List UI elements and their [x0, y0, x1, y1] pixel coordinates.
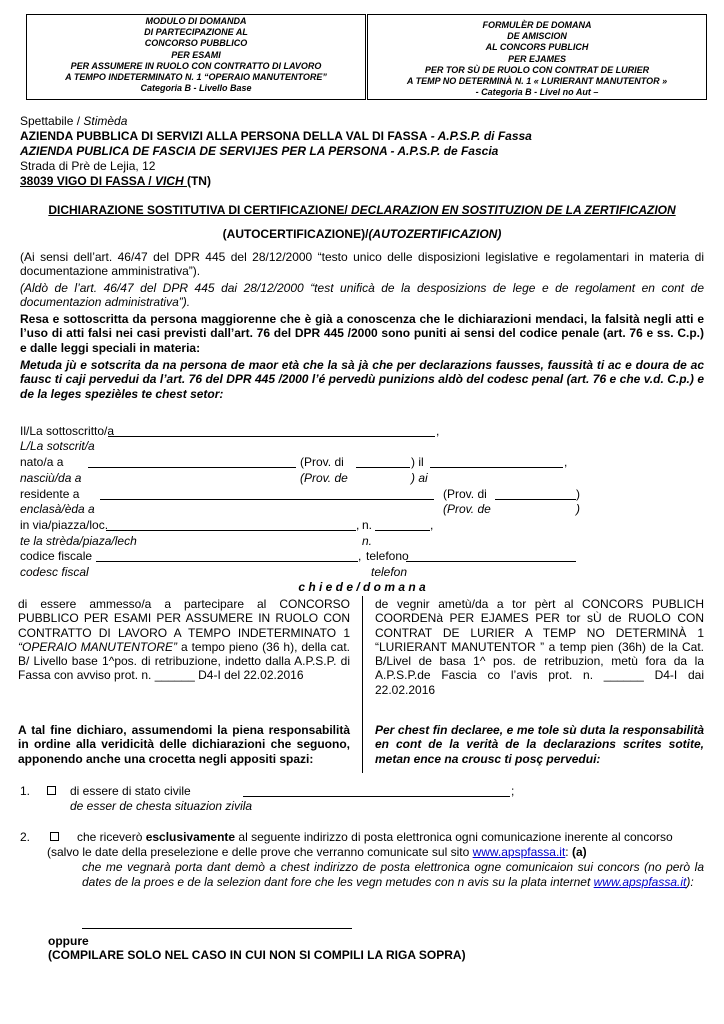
item2-text-ladin: che me vegnarà porta dant demò a chest indirizzo de posta elettronica ogne comunicaion sui concors (no però la dates de la proes e de la selezion dant fore che les vegn metudes con n avis su la plata internet www.apspfassa.it): [82, 860, 704, 889]
birth-province-field[interactable] [356, 467, 410, 468]
item1-text-ladin: de esser de chesta situazion zivila [70, 799, 253, 813]
name-field[interactable] [108, 436, 435, 437]
document-subtitle: (AUTOCERTIFICAZIONE)/(AUTOZERTIFICAZION) [222, 227, 502, 241]
comma: , [564, 455, 568, 469]
header-line: FORMULÈR DE DOMANA [482, 20, 592, 30]
agency-name-italian: AZIENDA PUBBLICA DI SERVIZI ALLA PERSONA DELLA VAL DI FASSA - A.P.S.P. di Fassa [20, 129, 532, 143]
column-divider [362, 596, 363, 773]
label-sottoscritto: Il/La sottoscritto/a [20, 424, 115, 438]
header-line: PER EJAMES [507, 53, 567, 64]
comma: , [430, 518, 434, 532]
agency-city: 38039 VIGO DI FASSA / VICH (TN) [20, 174, 211, 188]
declaration-notice-ladin: Metuda jù e sotscrita da na persona de maor età che la sà jà che per declarazions fausses, faussità ti ac e doura de ac fausc ti caji pervedui da l’art. 76 del DPR 445 /2000 l’é pervedù punizions aldò del codesc penal (art. 76 e che v.d. C.p.) e de la leges spezièles te chest setor: [20, 358, 704, 401]
label-telefon: telefon [371, 565, 408, 579]
label-codice-fiscale: codice fiscale [20, 549, 93, 563]
legal-reference-ladin: (Aldò de l’art. 46/47 del DPR 445 dai 28/12/2000 “test unificà de la desposizions de lege e de regolament en cont de documentazion administrativa”). [20, 281, 704, 310]
label-prov: (Prov. di [300, 455, 344, 469]
civil-status-field[interactable] [243, 796, 510, 797]
header-line: AL CONCORS PUBLICH [485, 42, 589, 53]
header-line: PER TOR SÙ DE RUOLO CON CONTRAT DE LURIER [424, 64, 650, 75]
label-prov-res: (Prov. di [443, 487, 487, 501]
label-ai: ) ai [411, 471, 428, 485]
label-number: n. [362, 518, 373, 532]
paren-close: ) [576, 487, 580, 501]
label-via: in via/piazza/loc. [20, 518, 109, 532]
label-prov-lad: (Prov. de [300, 471, 348, 485]
document-title: DICHIARAZIONE SOSTITUTIVA DI CERTIFICAZIONE/ DECLARAZION EN SOSTITUZION DE LA ZERTIFICAZION [48, 203, 676, 217]
declaration-intro-ladin: Per chest fin declaree, e me tole sù duta la responsabilità en cont de la verità de la declarazions scrites sotite, metan ence na crousc ti posç pervedui: [375, 723, 704, 766]
label-codesc-fiscal: codesc fiscal [20, 565, 89, 579]
semicolon: ; [511, 784, 515, 798]
header-line: PER ESAMI [171, 49, 221, 60]
street-field[interactable] [106, 530, 356, 531]
phone-field[interactable] [406, 561, 576, 562]
email-field[interactable] [82, 928, 352, 929]
label-il: ) il [411, 455, 424, 469]
checkbox-civil-status[interactable] [47, 786, 56, 795]
legal-reference-italian: (Ai sensi dell’art. 46/47 del DPR 445 del 28/12/2000 “testo unico delle disposizioni legislative e regolamentari in materia di documentazione amministrativa”). [20, 250, 704, 279]
header-box-ladin [367, 14, 707, 100]
addressee-label: Spettabile / Stimèda [20, 114, 128, 128]
request-ladin: de vegnir ametù/da a tor pèrt al CONCORS PUBLICH COORDENà PER EJAMES PER tor sÙ de RUOLO CON CONTRAT DE LURIER A TEMP NO DETERMINÀ 1 “LURIERANT MANUTENTOR ” a temp pien (36h) de la Cat. B/Livel de basa 1^ pos. de retribuzion, metù fora da la A.P.S.P.de Fascia co l’avis prot. n. ______ D4-I dai 22.02.2016 [375, 597, 704, 697]
separator: , [356, 518, 360, 532]
label-enciasa: enclasà/èda a [20, 502, 95, 516]
item-number: 1. [20, 784, 31, 798]
oppure-label: oppure [48, 934, 89, 948]
header-box-italian [26, 14, 366, 100]
birthdate-field[interactable] [430, 467, 563, 468]
compile-instruction: (COMPILARE SOLO NEL CASO IN CUI NON SI COMPILI LA RIGA SOPRA) [48, 948, 466, 962]
header-line: DE AMISCION [507, 31, 567, 42]
requests-heading: c h i e d e / d o m a n a [298, 580, 426, 594]
website-link[interactable]: www.apspfassa.it [472, 844, 566, 859]
label-residente: residente a [20, 487, 80, 501]
paren-close: ) [576, 502, 580, 516]
declaration-intro-italian: A tal fine dichiaro, assumendomi la piena responsabilità in ordine alla veridicità delle dichiarazioni che seguono, apponendo anche una crocetta negli appositi spazi: [18, 723, 350, 766]
residence-province-field[interactable] [495, 499, 576, 500]
label-nato: nato/a a [20, 455, 64, 469]
label-streda: te la strèda/piaza/lech [20, 534, 137, 548]
header-line: DI PARTECIPAZIONE AL [144, 27, 248, 38]
request-italian: di essere ammesso/a a partecipare al CONCORSO PUBBLICO PER ESAMI PER ASSUMERE IN RUOLO CON CONTRATTO DI LAVORO A TEMPO INDETERMINATO 1 “OPERAIO MANUTENTORE” a tempo pieno (36 h), della cat. B/ Livello base 1^pos. di retribuzione, indetto dalla A.P.S.P. di Fassa con avviso prot. n. ______ D4-I del 22.02.2016 [18, 597, 350, 683]
tax-code-field[interactable] [96, 561, 358, 562]
separator: , [358, 549, 362, 563]
agency-street: Strada di Prè de Lejia, 12 [20, 159, 156, 173]
header-line: PER ASSUMERE IN RUOLO CON CONTRATTO DI LAVORO [70, 60, 322, 71]
item-number: 2. [20, 830, 31, 844]
header-line: CONCORSO PUBBLICO [144, 38, 248, 49]
header-line: MODULO DI DOMANDA [145, 16, 247, 26]
label-sotscrit: L/La sotscrit/a [20, 439, 95, 453]
header-line: A TEMPO INDETERMINATO N. 1 “OPERAIO MANUTENTORE” [65, 72, 327, 83]
label-telefono: telefono [366, 549, 409, 563]
declaration-notice-italian: Resa e sottoscritta da persona maggiorenne che è già a conoscenza che le dichiarazioni mendaci, la falsità negli atti e l’uso di atti falsi nei casi previsti dall’art. 76 del DPR 445 /2000 sono puniti ai sensi del codice penale (art. 76 e ss. C.p.) e dalle leggi speciali in materia: [20, 312, 704, 355]
label-number-lad: n. [362, 534, 373, 548]
header-line: - Categoria B - Livel no Aut – [475, 87, 599, 98]
item2-text: che riceverò esclusivamente al seguente indirizzo di posta elettronica ogni comunicazione inerente al concorso (salvo le date della preselezione e delle prove che verranno comunicate sul sito www.apspfassa.it: (a) [47, 830, 673, 859]
label-prov-res-lad: (Prov. de [443, 502, 491, 516]
house-number-field[interactable] [375, 530, 430, 531]
item1-text: di essere di stato civile [70, 784, 191, 798]
label-nasciu: nasciù/da a [20, 471, 82, 485]
agency-name-ladin: AZIENDA PUBLICA DE FASCIA DE SERVIJES PER LA PERSONA - A.P.S.P. de Fascia [20, 144, 499, 158]
comma: , [436, 424, 440, 438]
residence-field[interactable] [100, 499, 434, 500]
birthplace-field[interactable] [88, 467, 296, 468]
website-link-ladin[interactable]: www.apspfassa.it [593, 874, 687, 889]
header-line: A TEMP NO DETERMINÀ N. 1 « LURIERANT MANUTENTOR » [406, 76, 668, 87]
header-line: Categoria B - Livello Base [140, 83, 252, 94]
